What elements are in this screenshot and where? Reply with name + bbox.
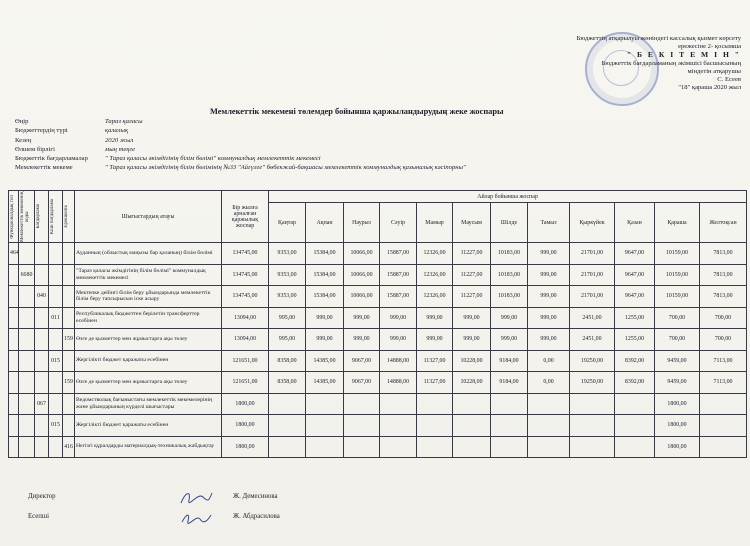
month-value-cell: [306, 393, 344, 415]
header-expense-name: Шығыстардың атауы: [75, 191, 222, 243]
month-value-cell: 11227,00: [453, 243, 491, 265]
approval-line-2: ережесіне 2- қосымша: [678, 43, 741, 51]
month-value-cell: 8358,00: [269, 372, 306, 394]
approval-block: [536, 35, 741, 92]
code-cell: [19, 393, 35, 415]
month-value-cell: 2451,00: [570, 307, 615, 329]
month-value-cell: 999,00: [344, 329, 380, 351]
month-value-cell: 999,00: [453, 329, 491, 351]
annual-total-cell: 1800,00: [222, 415, 269, 437]
month-value-cell: 15384,00: [306, 286, 344, 308]
code-cell: [63, 415, 75, 437]
month-value-cell: 11327,00: [417, 372, 453, 394]
code-cell: [63, 264, 75, 286]
code-cell: [9, 350, 19, 372]
table-row: [9, 393, 747, 415]
approval-line-4: міндетін атқарушы: [687, 67, 741, 75]
month-value-cell: 999,00: [491, 307, 528, 329]
code-cell: [63, 307, 75, 329]
code-cell: [35, 415, 49, 437]
month-value-cell: 10066,00: [344, 243, 380, 265]
month-value-cell: 14888,00: [380, 372, 417, 394]
code-cell: [19, 329, 35, 351]
annual-total-cell: 121651,00: [222, 350, 269, 372]
meta-label: Бюджеттік бағдарламалар: [15, 155, 88, 163]
signature-row: [28, 493, 278, 500]
month-value-cell: [700, 436, 747, 458]
month-value-cell: [380, 415, 417, 437]
month-value-cell: [570, 393, 615, 415]
month-value-cell: 9353,00: [269, 286, 306, 308]
month-value-cell: 999,00: [417, 307, 453, 329]
month-value-cell: 19250,00: [570, 372, 615, 394]
annual-total-cell: 134745,00: [222, 243, 269, 265]
month-value-cell: 999,00: [380, 307, 417, 329]
month-value-cell: 15887,00: [380, 286, 417, 308]
annual-total-cell: 1800,00: [222, 393, 269, 415]
signature-name: Ж. Абдрасилова: [233, 513, 280, 520]
code-cell: [19, 307, 35, 329]
month-value-cell: 999,00: [528, 243, 570, 265]
approval-date: "18" қараша 2020 жыл: [678, 84, 741, 92]
table-row: [9, 307, 747, 329]
annual-total-cell: 134745,00: [222, 264, 269, 286]
code-cell: [35, 243, 49, 265]
month-value-cell: 10183,00: [491, 264, 528, 286]
month-value-cell: 7113,00: [700, 350, 747, 372]
month-value-cell: 999,00: [417, 329, 453, 351]
month-value-cell: 9184,00: [491, 350, 528, 372]
code-cell: [35, 307, 49, 329]
month-value-cell: 8392,00: [615, 372, 655, 394]
code-cell: [63, 243, 75, 265]
month-value-cell: 700,00: [700, 307, 747, 329]
month-value-cell: [344, 415, 380, 437]
meta-label: Өлшем бірлігі: [15, 145, 55, 153]
month-value-cell: 7813,00: [700, 286, 747, 308]
header-specific: Ерекшелік: [63, 191, 75, 243]
header-month: Ақпан: [306, 203, 344, 243]
month-value-cell: 1800,00: [655, 393, 700, 415]
expense-name-cell: Ведомстволық бағыныстағы мемлекеттік мекемелерінің және ұйымдарының күрделі шығыстары: [75, 393, 222, 415]
expense-name-cell: Өзге де қызметтер мен жұмыстарға ақы төлеу: [75, 329, 222, 351]
meta-label: Бюджеттердің түрі: [15, 127, 68, 135]
month-value-cell: 10159,00: [655, 286, 700, 308]
month-value-cell: [269, 393, 306, 415]
month-value-cell: [615, 415, 655, 437]
code-cell: 067: [35, 393, 49, 415]
table-row: [9, 243, 747, 265]
month-value-cell: 14888,00: [380, 350, 417, 372]
month-value-cell: 700,00: [655, 307, 700, 329]
code-cell: 159: [63, 372, 75, 394]
code-cell: [35, 436, 49, 458]
table-body: [9, 243, 747, 458]
month-value-cell: 1255,00: [615, 329, 655, 351]
month-value-cell: [453, 393, 491, 415]
month-value-cell: 999,00: [453, 307, 491, 329]
expense-name-cell: Өзге де қызметтер мен жұмыстарға ақы төлеу: [75, 372, 222, 394]
annual-total-cell: 13094,00: [222, 307, 269, 329]
expense-name-cell: Ауданның (облыстық маңызы бар қаланың) білім бөлімі: [75, 243, 222, 265]
header-month: Сәуір: [380, 203, 417, 243]
code-cell: [9, 264, 19, 286]
month-value-cell: [491, 415, 528, 437]
signature-role: Директор: [28, 493, 56, 500]
code-cell: 6680: [19, 264, 35, 286]
code-cell: [63, 350, 75, 372]
month-value-cell: 9067,00: [344, 372, 380, 394]
month-value-cell: [615, 393, 655, 415]
month-value-cell: 700,00: [655, 329, 700, 351]
meta-row: [15, 136, 466, 145]
month-value-cell: 2451,00: [570, 329, 615, 351]
code-cell: [35, 264, 49, 286]
month-value-cell: [570, 415, 615, 437]
month-value-cell: 9459,00: [655, 372, 700, 394]
code-cell: [35, 350, 49, 372]
code-cell: [49, 329, 63, 351]
month-value-cell: 999,00: [306, 329, 344, 351]
code-cell: 015: [49, 350, 63, 372]
month-value-cell: 10066,00: [344, 264, 380, 286]
header-month: Желтоқсан: [700, 203, 747, 243]
month-value-cell: 15887,00: [380, 264, 417, 286]
month-value-cell: [700, 393, 747, 415]
month-value-cell: 14385,00: [306, 372, 344, 394]
code-cell: [19, 415, 35, 437]
month-value-cell: 12326,00: [417, 264, 453, 286]
month-value-cell: [344, 436, 380, 458]
financing-plan-table: [8, 190, 747, 458]
document-title: Мемлекеттік мекемені төлемдер бойынша қаржыландырудың жеке жоспары: [210, 107, 504, 116]
month-value-cell: [528, 415, 570, 437]
code-cell: [49, 436, 63, 458]
month-value-cell: 1255,00: [615, 307, 655, 329]
expense-name-cell: Негізгі құралдарды материалдық-техникалық жабдықтау: [75, 436, 222, 458]
month-value-cell: 9647,00: [615, 286, 655, 308]
code-cell: [63, 286, 75, 308]
header-month: Шілде: [491, 203, 528, 243]
code-cell: [63, 393, 75, 415]
month-value-cell: [417, 393, 453, 415]
month-value-cell: 10159,00: [655, 243, 700, 265]
code-cell: [9, 393, 19, 415]
approval-line-3: Бюджеттік бағдарламаның әкімшісі басшысының: [601, 59, 741, 67]
month-value-cell: 999,00: [528, 264, 570, 286]
month-value-cell: 12326,00: [417, 286, 453, 308]
month-value-cell: 999,00: [344, 307, 380, 329]
meta-row: [15, 163, 466, 172]
code-cell: [9, 436, 19, 458]
annual-total-cell: 1800,00: [222, 436, 269, 458]
header-month: Маусым: [453, 203, 491, 243]
meta-value: мың теңге: [105, 145, 136, 153]
month-value-cell: [269, 415, 306, 437]
code-cell: [19, 286, 35, 308]
meta-label: Мемлекеттік мекеме: [15, 164, 73, 172]
month-value-cell: [417, 436, 453, 458]
header-month: Қаңтар: [269, 203, 306, 243]
code-cell: [19, 350, 35, 372]
code-cell: [9, 307, 19, 329]
month-value-cell: [380, 436, 417, 458]
month-value-cell: [570, 436, 615, 458]
table-row: [9, 415, 747, 437]
month-value-cell: 9647,00: [615, 243, 655, 265]
month-value-cell: 0,00: [528, 372, 570, 394]
annual-total-cell: 13094,00: [222, 329, 269, 351]
month-value-cell: 11327,00: [417, 350, 453, 372]
month-value-cell: 11227,00: [453, 286, 491, 308]
meta-row: [15, 145, 466, 154]
month-value-cell: [306, 415, 344, 437]
meta-row: [15, 154, 466, 163]
code-cell: [9, 329, 19, 351]
month-value-cell: 0,00: [528, 350, 570, 372]
month-value-cell: 10183,00: [491, 243, 528, 265]
month-value-cell: 10228,00: [453, 372, 491, 394]
table-row: [9, 350, 747, 372]
month-value-cell: 15384,00: [306, 264, 344, 286]
month-value-cell: [700, 415, 747, 437]
header-month: Тамыз: [528, 203, 570, 243]
code-cell: [49, 372, 63, 394]
header-program: Бағдарлама: [35, 191, 49, 243]
approval-line-1: Бюджеттің атқарылуы жөніндегі кассалық қызмет көрсету: [576, 35, 741, 42]
month-value-cell: [528, 393, 570, 415]
month-value-cell: [269, 436, 306, 458]
month-value-cell: [344, 393, 380, 415]
code-cell: 159: [63, 329, 75, 351]
month-value-cell: 9067,00: [344, 350, 380, 372]
month-value-cell: [528, 436, 570, 458]
month-value-cell: 8358,00: [269, 350, 306, 372]
header-months-group: Айлар бойынша жоспар: [269, 191, 747, 203]
code-cell: 040: [35, 286, 49, 308]
month-value-cell: 7113,00: [700, 372, 747, 394]
month-value-cell: 12326,00: [417, 243, 453, 265]
month-value-cell: 700,00: [700, 329, 747, 351]
code-cell: 416: [63, 436, 75, 458]
month-value-cell: 7813,00: [700, 243, 747, 265]
month-value-cell: [615, 436, 655, 458]
table-row: [9, 264, 747, 286]
month-value-cell: [491, 436, 528, 458]
month-value-cell: 995,00: [269, 329, 306, 351]
meta-row: [15, 117, 466, 126]
signature-row: [28, 513, 280, 520]
header-annual-total: Бір жылға арналған қаржылық жоспар: [222, 191, 269, 243]
code-cell: [9, 372, 19, 394]
code-cell: [49, 243, 63, 265]
month-value-cell: 9184,00: [491, 372, 528, 394]
header-institution-code: Мемлекеттік мекеменің коды: [19, 191, 35, 243]
meta-value: 2020 жыл: [105, 136, 134, 144]
month-value-cell: 10066,00: [344, 286, 380, 308]
month-value-cell: 8392,00: [615, 350, 655, 372]
code-cell: 011: [49, 307, 63, 329]
month-value-cell: 999,00: [528, 307, 570, 329]
code-cell: [9, 286, 19, 308]
code-cell: [19, 372, 35, 394]
signature-name: Ж. Демесинова: [233, 493, 278, 500]
header-month: Наурыз: [344, 203, 380, 243]
month-value-cell: [417, 415, 453, 437]
month-value-cell: 1800,00: [655, 436, 700, 458]
document-meta: [15, 117, 466, 173]
month-value-cell: 9353,00: [269, 264, 306, 286]
month-value-cell: 19250,00: [570, 350, 615, 372]
month-value-cell: [380, 393, 417, 415]
month-value-cell: 10159,00: [655, 264, 700, 286]
month-value-cell: 21701,00: [570, 286, 615, 308]
meta-value: қалалық: [105, 127, 129, 135]
header-functional-group: Функционалдық топ: [9, 191, 19, 243]
month-value-cell: 999,00: [491, 329, 528, 351]
annual-total-cell: 121651,00: [222, 372, 269, 394]
faded-header-text: [14, 44, 104, 53]
expense-name-cell: Республикалық бюджеттен берілетін трансферттер есебінен: [75, 307, 222, 329]
month-value-cell: 9353,00: [269, 243, 306, 265]
month-value-cell: 999,00: [528, 329, 570, 351]
approval-name: С. Есеев: [717, 76, 741, 84]
code-cell: [9, 415, 19, 437]
month-value-cell: 21701,00: [570, 264, 615, 286]
meta-label: Кезең: [15, 136, 32, 144]
month-value-cell: [306, 436, 344, 458]
expense-name-cell: "Тараз қаласы әкімдігінің білім бөлімі" коммуналдық мемлекеттік мекемесі: [75, 264, 222, 286]
approval-title: " Б Е К І Т Е М І Н ": [626, 50, 741, 60]
month-value-cell: 10183,00: [491, 286, 528, 308]
code-cell: 464: [9, 243, 19, 265]
expense-name-cell: Мектепке дейінгі білім беру ұйымдарында мемлекеттік білім беру тапсырысын іске асыру: [75, 286, 222, 308]
annual-total-cell: 134745,00: [222, 286, 269, 308]
table-row: [9, 329, 747, 351]
month-value-cell: 15384,00: [306, 243, 344, 265]
month-value-cell: 11227,00: [453, 264, 491, 286]
month-value-cell: 9647,00: [615, 264, 655, 286]
month-value-cell: 1800,00: [655, 415, 700, 437]
meta-value: Тараз қаласы: [105, 118, 143, 125]
code-cell: [49, 286, 63, 308]
month-value-cell: 14385,00: [306, 350, 344, 372]
table-row: [9, 286, 747, 308]
month-value-cell: 995,00: [269, 307, 306, 329]
meta-row: [15, 126, 466, 135]
month-value-cell: 7813,00: [700, 264, 747, 286]
month-value-cell: 15887,00: [380, 243, 417, 265]
signature-role: Есепші: [28, 513, 50, 520]
code-cell: [35, 372, 49, 394]
month-value-cell: [453, 436, 491, 458]
month-value-cell: [491, 393, 528, 415]
month-value-cell: 10228,00: [453, 350, 491, 372]
month-value-cell: 21701,00: [570, 243, 615, 265]
header-month: Қазан: [615, 203, 655, 243]
code-cell: [49, 393, 63, 415]
table-row: [9, 372, 747, 394]
month-value-cell: 999,00: [306, 307, 344, 329]
code-cell: 015: [49, 415, 63, 437]
code-cell: [19, 436, 35, 458]
code-cell: [19, 243, 35, 265]
header-subprogram: Кіші бағдарлама: [49, 191, 63, 243]
table-row: [9, 436, 747, 458]
code-cell: [49, 264, 63, 286]
month-value-cell: 999,00: [380, 329, 417, 351]
month-value-cell: 9459,00: [655, 350, 700, 372]
month-value-cell: 999,00: [528, 286, 570, 308]
code-cell: [35, 329, 49, 351]
meta-value: " Тараз қаласы әкімдігінің білім бөлімінің №33 "Айгүлге" бөбекжай-бақшасы мемлекеттік коммуналдық қазыналық кәсіпорны": [105, 164, 466, 172]
header-month: Қараша: [655, 203, 700, 243]
expense-name-cell: Жергілікті бюджет қаражаты есебінен: [75, 415, 222, 437]
meta-value: " Тараз қаласы әкімдігінің білім бөлімі" коммуналдық мемлекеттік мекемесі: [105, 155, 321, 163]
meta-label: Өңір: [15, 118, 29, 125]
header-month: Қыркүйек: [570, 203, 615, 243]
expense-name-cell: Жергілікті бюджет қаражаты есебінен: [75, 350, 222, 372]
header-month: Мамыр: [417, 203, 453, 243]
month-value-cell: [453, 415, 491, 437]
